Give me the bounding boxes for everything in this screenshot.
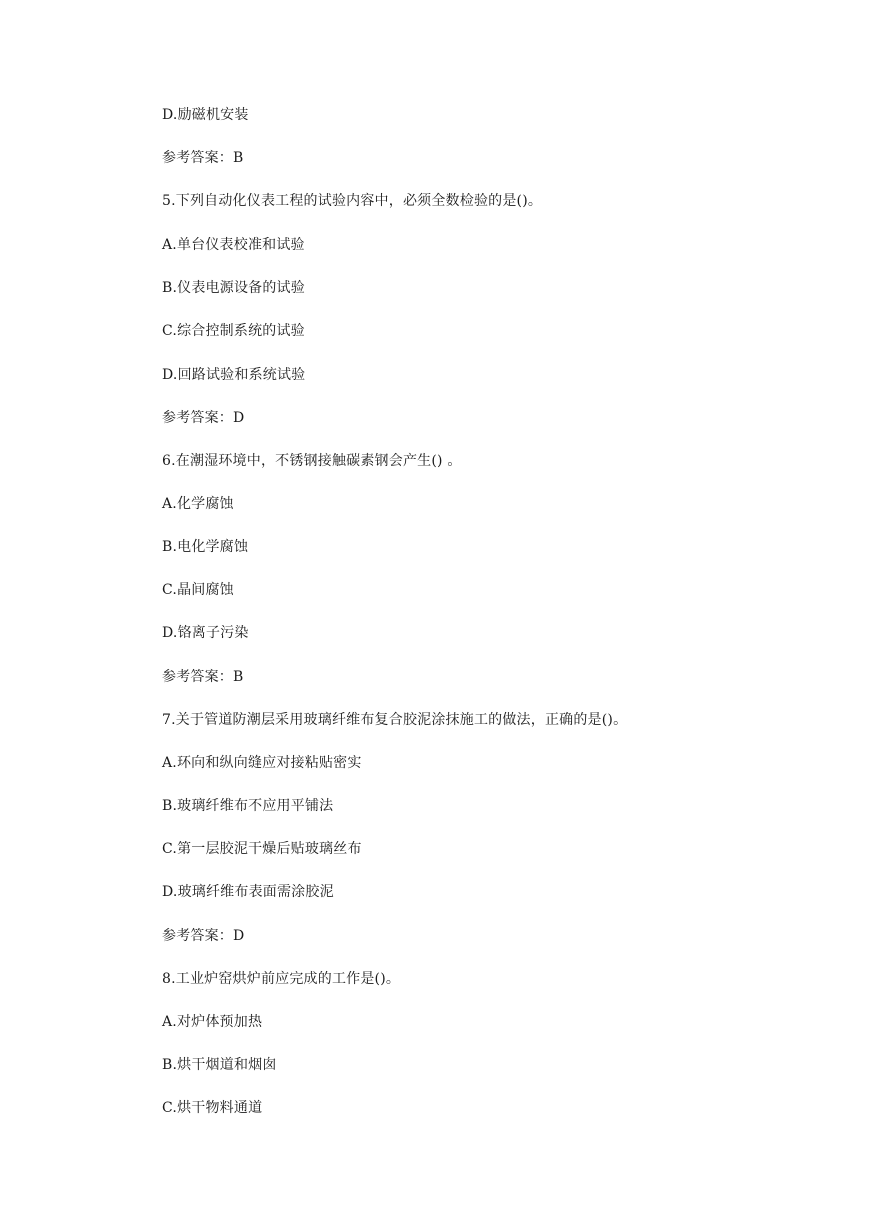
option-c-q5: C.综合控制系统的试验 (162, 323, 305, 339)
option-c-q7: C.第一层胶泥干燥后贴玻璃丝布 (162, 841, 362, 857)
answer-q7: 参考答案：D (162, 928, 245, 944)
option-b-q5: B.仪表电源设备的试验 (162, 280, 305, 296)
answer-q4: 参考答案：B (162, 150, 244, 166)
option-b-q6: B.电化学腐蚀 (162, 539, 249, 555)
answer-q5: 参考答案：D (162, 410, 245, 426)
question-7: 7.关于管道防潮层采用玻璃纤维布复合胶泥涂抹施工的做法，正确的是()。 (162, 712, 628, 728)
option-d-q5: D.回路试验和系统试验 (162, 367, 306, 383)
option-a-q7: A.环向和纵向缝应对接粘贴密实 (162, 755, 362, 771)
option-a-q5: A.单台仪表校准和试验 (162, 237, 305, 253)
option-b-q7: B.玻璃纤维布不应用平铺法 (162, 798, 334, 814)
option-d-q7: D.玻璃纤维布表面需涂胶泥 (162, 884, 334, 900)
option-b-q8: B.烘干烟道和烟囱 (162, 1057, 277, 1073)
option-a-q8: A.对炉体预加热 (162, 1014, 263, 1030)
question-5: 5.下列自动化仪表工程的试验内容中，必须全数检验的是()。 (162, 193, 543, 209)
option-c-q6: C.晶间腐蚀 (162, 582, 234, 598)
option-c-q8: C.烘干物料通道 (162, 1100, 263, 1116)
question-6: 6.在潮湿环境中，不锈钢接触碳素钢会产生() 。 (162, 453, 462, 469)
option-d-q6: D.铬离子污染 (162, 625, 249, 641)
option-d-q4: D.励磁机安装 (162, 107, 249, 123)
option-a-q6: A.化学腐蚀 (162, 496, 234, 512)
answer-q6: 参考答案：B (162, 669, 244, 685)
question-8: 8.工业炉窑烘炉前应完成的工作是()。 (162, 971, 401, 987)
